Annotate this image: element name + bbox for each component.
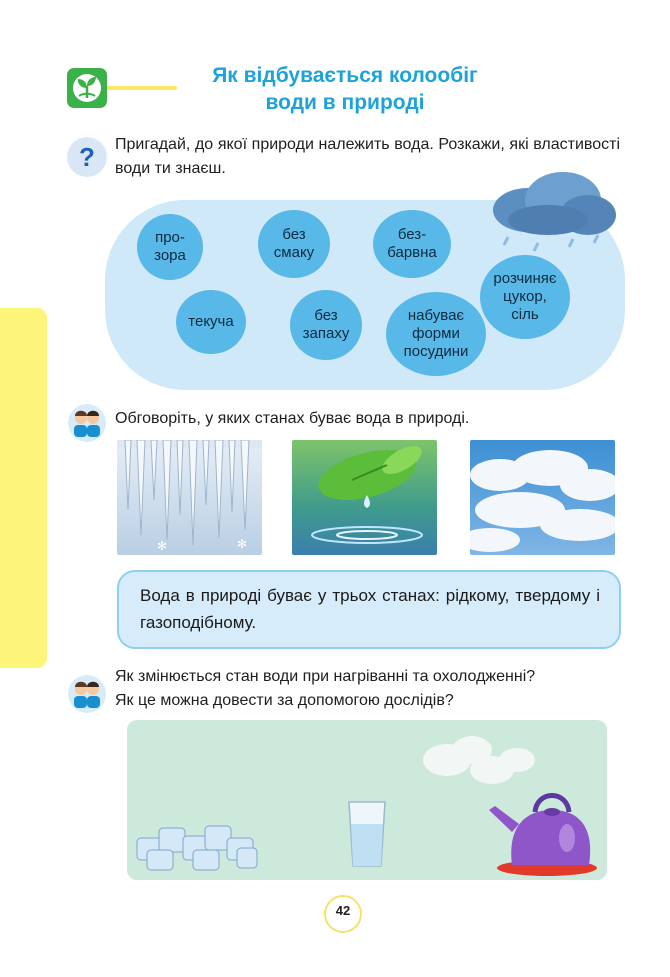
page-title: [180, 62, 510, 116]
water-states-scene: [127, 720, 607, 880]
drop-label: без- барвна: [387, 226, 437, 261]
rule-text: Вода в природі буває у трьох станах: рідкому, твердому і газоподібному.: [140, 586, 600, 632]
drop-label: текуча: [188, 313, 234, 330]
drop-fluid: [176, 290, 246, 354]
title-line-1: Як відбувається колообіг: [212, 64, 478, 87]
title-line-2: води в природі: [265, 91, 425, 114]
kettle-icon: [489, 796, 597, 877]
drop-dissolves: [480, 255, 570, 339]
glass-of-water-icon: [349, 802, 385, 866]
header-rule: [107, 86, 177, 90]
drop-label: без запаху: [302, 307, 350, 342]
drop-label: про- зора: [154, 229, 186, 264]
pupils-icon: [68, 404, 106, 442]
drop-colorless: [373, 210, 451, 278]
drop-takes-shape: [386, 292, 486, 376]
task-3-line-1: Як змінюється стан води при нагріванні та охолодженні?: [115, 668, 536, 685]
ice-cubes-icon: [137, 826, 257, 870]
drop-label: набуває форми посудини: [403, 307, 469, 360]
task-3-line-2: Як це можна довести за допомогою дослідів?: [115, 692, 454, 709]
drop-label: без смаку: [273, 226, 315, 261]
task-2-text: Обговоріть, у яких станах буває вода в природі.: [115, 410, 470, 427]
task-3-text: [115, 665, 635, 713]
question-icon: [67, 137, 107, 177]
rain-cloud-icon: [488, 165, 618, 265]
steam-cloud: [423, 736, 535, 784]
drop-odorless: [290, 290, 362, 360]
clouds-photo: [470, 440, 615, 555]
drop-tasteless: [258, 210, 330, 278]
drop-label: розчиняє цукор, сіль: [493, 270, 557, 323]
page-number: 42: [335, 903, 351, 918]
drop-transparent: [137, 214, 203, 280]
task-1-text: Пригадай, до якої природи належить вода. Розкажи, які властивості води ти знаєш.: [115, 136, 620, 177]
svg-text:✻: ✻: [237, 537, 248, 551]
svg-text:✻: ✻: [157, 539, 168, 553]
pupils-icon-2: [68, 675, 106, 713]
icicles-photo: [117, 440, 262, 555]
side-tab: [0, 308, 47, 668]
sprout-icon: [67, 68, 107, 108]
svg-text:?: ?: [79, 142, 95, 172]
water-drop-leaf-photo: [292, 440, 437, 555]
